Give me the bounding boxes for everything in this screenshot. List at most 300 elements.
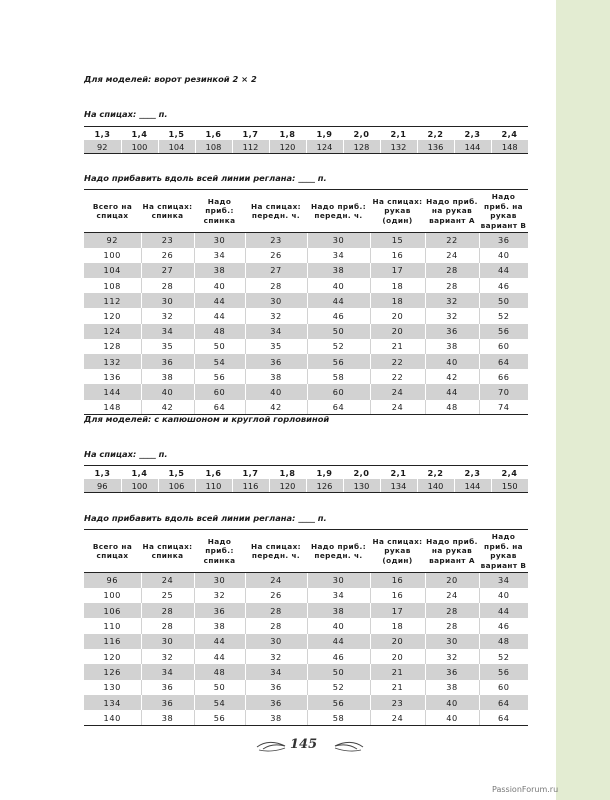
table-cell: 25 [141, 588, 194, 603]
table-cell: 26 [245, 588, 307, 603]
table-cell: 32 [425, 308, 479, 323]
table-cell: 44 [194, 634, 245, 649]
table-cell: 54 [194, 695, 245, 710]
rule-cell [491, 492, 528, 493]
rule-cell [380, 153, 417, 154]
column-header: На спицах: передн. ч. [245, 190, 307, 233]
table-cell: 52 [307, 680, 370, 695]
rule-cell [195, 492, 232, 493]
page-footer [255, 738, 365, 756]
column-header: Надо приб.: спинка [194, 530, 245, 573]
column-header: На спицах: спинка [141, 530, 194, 573]
table-cell: 40 [479, 248, 528, 263]
rule-cell [232, 492, 269, 493]
table-cell: 38 [307, 263, 370, 278]
table-cell: 40 [425, 354, 479, 369]
side-color-band [556, 0, 610, 800]
table-cell: 26 [141, 248, 194, 263]
table-cell: 92 [84, 233, 141, 248]
table-cell: 16 [370, 588, 425, 603]
table-cell: 36 [141, 680, 194, 695]
table-cell: 32 [194, 588, 245, 603]
stitches-cell: 120 [269, 140, 306, 153]
table-cell: 21 [370, 680, 425, 695]
table-cell: 60 [479, 339, 528, 354]
table-cell: 56 [194, 369, 245, 384]
table-cell: 23 [245, 233, 307, 248]
table-cell: 38 [307, 603, 370, 618]
table-cell: 24 [141, 573, 194, 588]
rule-cell [84, 492, 121, 493]
table-cell: 28 [141, 603, 194, 618]
table-cell: 26 [245, 248, 307, 263]
table-cell: 18 [370, 278, 425, 293]
table-cell: 56 [194, 710, 245, 725]
table-row [84, 324, 528, 339]
stitches-cell: 100 [121, 479, 158, 492]
stitches-cell: 150 [491, 479, 528, 492]
rule-cell [343, 492, 380, 493]
table-row [84, 369, 528, 384]
stitches-cell: 96 [84, 479, 121, 492]
rule-cell [306, 492, 343, 493]
table-row [84, 649, 528, 664]
table-cell: 46 [307, 649, 370, 664]
table-cell: 112 [84, 293, 141, 308]
column-header: На спицах: спинка [141, 190, 194, 233]
column-header: Всего на спицах [84, 190, 141, 233]
gauges-cell: 1,7 [232, 466, 269, 480]
table-cell: 100 [84, 248, 141, 263]
gauges-cell: 2,3 [454, 466, 491, 480]
table-cell: 32 [245, 649, 307, 664]
table-cell: 35 [141, 339, 194, 354]
table-cell: 56 [307, 354, 370, 369]
table-cell: 96 [84, 573, 141, 588]
table-cell: 23 [141, 233, 194, 248]
table-cell: 28 [245, 278, 307, 293]
rule-cell [269, 153, 306, 154]
table-cell: 64 [479, 710, 528, 725]
table-cell: 40 [425, 710, 479, 725]
rule-cell [269, 492, 306, 493]
table-cell: 56 [479, 664, 528, 679]
rule-cell [306, 153, 343, 154]
column-header: Надо приб. на рукав вариант А [425, 530, 479, 573]
table-cell: 116 [84, 634, 141, 649]
gauges-cell: 2,1 [380, 466, 417, 480]
table-row [84, 400, 528, 415]
table-cell: 28 [141, 618, 194, 633]
section2-raglan-label: Надо прибавить вдоль всей линии реглана: ____ п. [84, 513, 327, 523]
table-cell: 36 [245, 354, 307, 369]
table-cell: 40 [307, 618, 370, 633]
table-row [84, 695, 528, 710]
table-row [84, 248, 528, 263]
section2-gauge-table [84, 465, 528, 493]
table-cell: 64 [479, 354, 528, 369]
stitches-cell: 148 [491, 140, 528, 153]
table-cell: 22 [425, 233, 479, 248]
table-cell: 130 [84, 680, 141, 695]
table-cell: 24 [245, 573, 307, 588]
table-cell: 140 [84, 710, 141, 725]
table-row [84, 634, 528, 649]
stitches-cell: 110 [195, 479, 232, 492]
table-cell: 44 [194, 308, 245, 323]
table-cell: 20 [370, 649, 425, 664]
table-cell: 120 [84, 649, 141, 664]
table-cell: 144 [84, 384, 141, 399]
stitches-cell: 92 [84, 140, 121, 153]
table-cell: 35 [245, 339, 307, 354]
table-cell: 22 [370, 369, 425, 384]
gauges-cell: 1,7 [232, 127, 269, 141]
table-cell: 38 [194, 263, 245, 278]
table-cell: 110 [84, 618, 141, 633]
table-cell: 54 [194, 354, 245, 369]
gauges-cell: 1,6 [195, 466, 232, 480]
table-cell: 28 [425, 603, 479, 618]
table-cell: 24 [425, 588, 479, 603]
table-cell: 24 [425, 248, 479, 263]
table-cell: 27 [245, 263, 307, 278]
column-header: Надо приб.: передн. ч. [307, 190, 370, 233]
column-header: Надо приб.: спинка [194, 190, 245, 233]
rule-cell [195, 153, 232, 154]
table-cell: 24 [370, 400, 425, 415]
table-cell: 36 [194, 603, 245, 618]
stitches-cell: 116 [232, 479, 269, 492]
rule-cell [417, 153, 454, 154]
gauges-cell: 1,5 [158, 127, 195, 141]
table-cell: 64 [479, 695, 528, 710]
table-cell: 30 [245, 293, 307, 308]
table-cell: 58 [307, 710, 370, 725]
table-cell: 108 [84, 278, 141, 293]
gauges-cell: 1,8 [269, 127, 306, 141]
column-header: Надо приб.: передн. ч. [307, 530, 370, 573]
stitches-cell: 136 [417, 140, 454, 153]
table-cell: 27 [141, 263, 194, 278]
rule-cell [121, 492, 158, 493]
rule-cell [380, 492, 417, 493]
table-cell: 42 [141, 400, 194, 415]
table-cell: 124 [84, 324, 141, 339]
column-header: На спицах: рукав (один) [370, 530, 425, 573]
table-cell: 23 [370, 695, 425, 710]
table-cell: 44 [425, 384, 479, 399]
gauges-cell: 1,8 [269, 466, 306, 480]
rule-cell [84, 153, 121, 154]
table-cell: 20 [370, 308, 425, 323]
table-cell: 30 [307, 573, 370, 588]
stitches-cell: 134 [380, 479, 417, 492]
table-cell: 38 [194, 618, 245, 633]
table-cell: 60 [479, 680, 528, 695]
rule-cell [454, 492, 491, 493]
table-cell: 16 [370, 248, 425, 263]
table-cell: 18 [370, 293, 425, 308]
section1-gauge-table [84, 126, 528, 154]
section2-needles-label: На спицах: ____ п. [84, 449, 168, 459]
table-cell: 17 [370, 603, 425, 618]
table-cell: 36 [141, 695, 194, 710]
rule-cell [454, 153, 491, 154]
table-cell: 24 [370, 710, 425, 725]
table-cell: 34 [194, 248, 245, 263]
table-cell: 48 [425, 400, 479, 415]
table-cell: 60 [307, 384, 370, 399]
table-cell: 48 [479, 634, 528, 649]
table-cell: 36 [479, 233, 528, 248]
gauges-cell: 1,6 [195, 127, 232, 141]
table-cell: 30 [307, 233, 370, 248]
gauges-cell: 1,9 [306, 127, 343, 141]
table-cell: 40 [479, 588, 528, 603]
table-row [84, 664, 528, 679]
section2-title: Для моделей: с капюшоном и круглой горловиной [84, 414, 330, 424]
column-header: Всего на спицах [84, 530, 141, 573]
table-cell: 21 [370, 339, 425, 354]
table-cell: 18 [370, 618, 425, 633]
stitches-cell: 144 [454, 479, 491, 492]
table-cell: 106 [84, 603, 141, 618]
table-row [84, 293, 528, 308]
table-cell: 32 [245, 308, 307, 323]
table-cell: 52 [479, 649, 528, 664]
rule-cell [158, 153, 195, 154]
watermark: PassionForum.ru [492, 785, 559, 794]
table-cell: 24 [370, 384, 425, 399]
table-cell: 40 [141, 384, 194, 399]
table-cell: 32 [425, 293, 479, 308]
table-cell: 15 [370, 233, 425, 248]
table-row [84, 354, 528, 369]
rule-cell [121, 153, 158, 154]
table-cell: 52 [307, 339, 370, 354]
table-cell: 32 [141, 308, 194, 323]
gauges-cell: 2,0 [343, 466, 380, 480]
table-cell: 46 [307, 308, 370, 323]
column-header: Надо приб. на рукав вариант В [479, 530, 528, 573]
table-row [84, 278, 528, 293]
gauges-cell: 1,4 [121, 466, 158, 480]
rule-cell [491, 153, 528, 154]
table-row [84, 339, 528, 354]
stitches-cell: 106 [158, 479, 195, 492]
rule-cell [158, 492, 195, 493]
table-cell: 34 [141, 664, 194, 679]
stitches-cell: 104 [158, 140, 195, 153]
table-cell: 64 [307, 400, 370, 415]
stitches-cell: 144 [454, 140, 491, 153]
table-cell: 64 [194, 400, 245, 415]
table-cell: 56 [479, 324, 528, 339]
stitches-cell: 132 [380, 140, 417, 153]
table-cell: 40 [307, 278, 370, 293]
gauges-cell: 2,1 [380, 127, 417, 141]
table-row [84, 618, 528, 633]
gauges-cell: 1,9 [306, 466, 343, 480]
table-cell: 17 [370, 263, 425, 278]
table-cell: 148 [84, 400, 141, 415]
table-cell: 40 [425, 695, 479, 710]
table-cell: 16 [370, 573, 425, 588]
table-row [84, 263, 528, 278]
table-cell: 38 [245, 369, 307, 384]
table-cell: 28 [245, 618, 307, 633]
stitches-cell: 100 [121, 140, 158, 153]
table-cell: 28 [425, 263, 479, 278]
table-cell: 30 [194, 573, 245, 588]
table-row [84, 308, 528, 323]
stitches-cell: 124 [306, 140, 343, 153]
table-cell: 34 [141, 324, 194, 339]
stitches-cell: 126 [306, 479, 343, 492]
table-cell: 28 [425, 278, 479, 293]
table-cell: 34 [307, 588, 370, 603]
table-cell: 36 [245, 695, 307, 710]
gauges-cell: 2,0 [343, 127, 380, 141]
table-cell: 52 [479, 308, 528, 323]
stitches-cell: 128 [343, 140, 380, 153]
table-cell: 28 [245, 603, 307, 618]
table-cell: 100 [84, 588, 141, 603]
table-cell: 50 [479, 293, 528, 308]
table-row [84, 710, 528, 725]
table-row [84, 603, 528, 618]
table-cell: 48 [194, 324, 245, 339]
table-cell: 34 [245, 664, 307, 679]
table-row [84, 573, 528, 588]
section1-raglan-label: Надо прибавить вдоль всей линии реглана: ____ п. [84, 173, 327, 183]
table-cell: 38 [425, 680, 479, 695]
gauges-cell: 1,5 [158, 466, 195, 480]
stitches-cell: 108 [195, 140, 232, 153]
table-cell: 32 [425, 649, 479, 664]
section1-data-table [84, 189, 528, 415]
stitches-cell: 140 [417, 479, 454, 492]
section1-title: Для моделей: ворот резинкой 2 × 2 [84, 74, 257, 84]
table-cell: 20 [370, 634, 425, 649]
gauges-cell: 1,4 [121, 127, 158, 141]
column-header: На спицах: передн. ч. [245, 530, 307, 573]
table-cell: 38 [141, 369, 194, 384]
table-cell: 36 [425, 324, 479, 339]
table-cell: 58 [307, 369, 370, 384]
table-cell: 46 [479, 618, 528, 633]
column-header: На спицах: рукав (один) [370, 190, 425, 233]
table-cell: 44 [479, 603, 528, 618]
gauges-cell: 2,2 [417, 466, 454, 480]
section1-needles-label: На спицах: ____ п. [84, 109, 168, 119]
table-cell: 56 [307, 695, 370, 710]
table-row [84, 384, 528, 399]
table-cell: 36 [245, 680, 307, 695]
table-cell: 44 [194, 293, 245, 308]
table-cell: 28 [425, 618, 479, 633]
table-cell: 38 [141, 710, 194, 725]
table-cell: 126 [84, 664, 141, 679]
table-cell: 70 [479, 384, 528, 399]
table-cell: 66 [479, 369, 528, 384]
table-cell: 104 [84, 263, 141, 278]
table-cell: 32 [141, 649, 194, 664]
table-cell: 30 [141, 293, 194, 308]
table-cell: 34 [307, 248, 370, 263]
table-cell: 128 [84, 339, 141, 354]
table-cell: 74 [479, 400, 528, 415]
table-cell: 36 [141, 354, 194, 369]
table-row [84, 588, 528, 603]
gauges-cell: 2,2 [417, 127, 454, 141]
gauges-cell: 1,3 [84, 466, 121, 480]
gauges-cell: 2,4 [491, 466, 528, 480]
table-cell: 42 [245, 400, 307, 415]
table-cell: 38 [245, 710, 307, 725]
rule-cell [417, 492, 454, 493]
stitches-cell: 120 [269, 479, 306, 492]
table-cell: 50 [194, 339, 245, 354]
table-cell: 60 [194, 384, 245, 399]
table-cell: 28 [141, 278, 194, 293]
table-cell: 30 [425, 634, 479, 649]
table-cell: 50 [194, 680, 245, 695]
table-cell: 21 [370, 664, 425, 679]
gauges-cell: 1,3 [84, 127, 121, 141]
table-cell: 36 [425, 664, 479, 679]
table-cell: 44 [479, 263, 528, 278]
table-cell: 38 [425, 339, 479, 354]
table-cell: 40 [245, 384, 307, 399]
table-cell: 42 [425, 369, 479, 384]
table-cell: 34 [245, 324, 307, 339]
column-header: Надо приб. на рукав вариант А [425, 190, 479, 233]
gauges-cell: 2,3 [454, 127, 491, 141]
gauges-cell: 2,4 [491, 127, 528, 141]
table-cell: 20 [425, 573, 479, 588]
table-cell: 30 [141, 634, 194, 649]
table-cell: 50 [307, 664, 370, 679]
page-number: 145 [290, 737, 318, 752]
table-cell: 30 [245, 634, 307, 649]
table-cell: 132 [84, 354, 141, 369]
table-cell: 20 [370, 324, 425, 339]
table-cell: 30 [194, 233, 245, 248]
table-row [84, 680, 528, 695]
stitches-cell: 112 [232, 140, 269, 153]
column-header: Надо приб. на рукав вариант В [479, 190, 528, 233]
stitches-cell: 130 [343, 479, 380, 492]
table-cell: 120 [84, 308, 141, 323]
table-cell: 44 [194, 649, 245, 664]
table-cell: 134 [84, 695, 141, 710]
table-cell: 34 [479, 573, 528, 588]
table-cell: 46 [479, 278, 528, 293]
section2-data-table [84, 529, 528, 726]
table-cell: 48 [194, 664, 245, 679]
table-cell: 44 [307, 634, 370, 649]
table-cell: 22 [370, 354, 425, 369]
table-cell: 50 [307, 324, 370, 339]
rule-cell [343, 153, 380, 154]
table-row [84, 233, 528, 248]
table-cell: 136 [84, 369, 141, 384]
rule-cell [232, 153, 269, 154]
table-cell: 44 [307, 293, 370, 308]
table-cell: 40 [194, 278, 245, 293]
